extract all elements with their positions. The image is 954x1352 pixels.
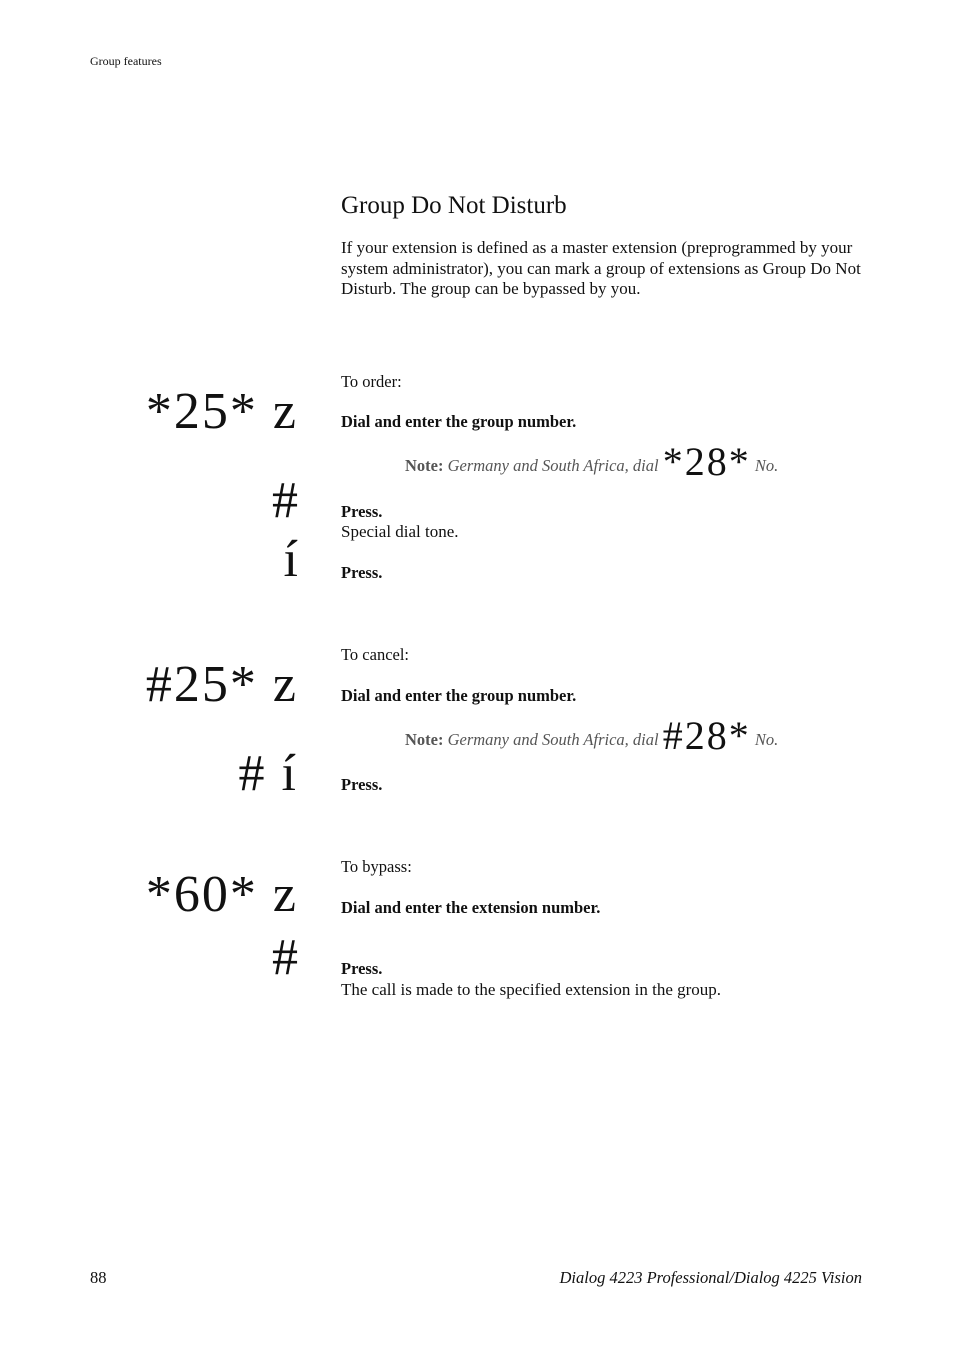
order-step-dial: Dial and enter the group number. — [341, 412, 577, 431]
order-note-code: *28* — [662, 439, 751, 484]
section-title: Group Do Not Disturb — [341, 192, 567, 219]
cancel-note-code: #28* — [662, 713, 751, 758]
cancel-step-press: Press. — [341, 775, 383, 794]
bypass-label: To bypass: — [341, 857, 412, 876]
bypass-step-press: Press. — [341, 959, 383, 978]
order-clear-key: í — [283, 531, 298, 588]
order-step-press: Press. — [341, 502, 383, 521]
order-step-detail: Special dial tone. — [341, 522, 459, 541]
cancel-note — [405, 712, 778, 759]
bypass-step-dial: Dial and enter the extension number. — [341, 898, 601, 917]
cancel-dial-code: #25* z — [145, 656, 298, 713]
order-note-text: Germany and South Africa, dial — [447, 456, 659, 475]
bypass-step-detail: The call is made to the specified extension in the group. — [341, 980, 722, 999]
order-hash-key: # — [272, 472, 298, 529]
bypass-hash-key: # — [272, 929, 298, 986]
running-header: Group features — [90, 54, 162, 68]
intro-paragraph: If your extension is defined as a master extension (preprogrammed by your system administrator), you can mark a group of extensions as Group Do Not Disturb. The group can be bypassed by you. — [341, 238, 861, 298]
cancel-note-suffix: No. — [754, 730, 779, 749]
order-label: To order: — [341, 372, 402, 391]
cancel-note-label: Note: — [405, 730, 444, 749]
cancel-note-text: Germany and South Africa, dial — [447, 730, 659, 749]
order-note-suffix: No. — [754, 456, 779, 475]
cancel-step-dial: Dial and enter the group number. — [341, 686, 577, 705]
order-note-label: Note: — [405, 456, 444, 475]
order-step-press-2: Press. — [341, 563, 383, 582]
page-number: 88 — [90, 1268, 107, 1287]
order-note — [405, 438, 778, 485]
cancel-hash-clear-key: # í — [238, 745, 298, 802]
cancel-label: To cancel: — [341, 645, 410, 664]
order-dial-code: *25* z — [145, 383, 298, 440]
bypass-dial-code: *60* z — [145, 866, 298, 923]
footer-document-title: Dialog 4223 Professional/Dialog 4225 Vision — [559, 1268, 862, 1287]
